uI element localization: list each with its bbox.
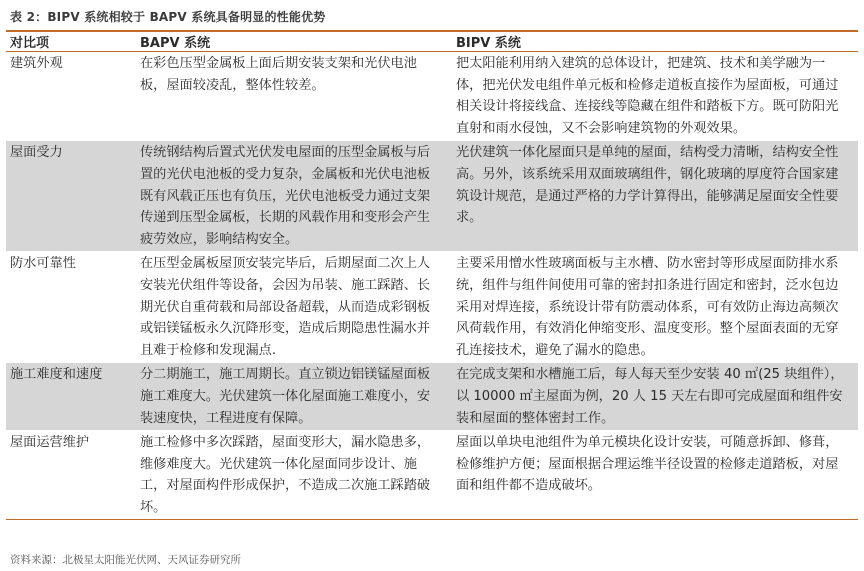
row-item: 建筑外观 [10, 56, 63, 71]
row-bipv: 屋面以单块电池组件为单元模块化设计安装，可随意拆卸、修葺，检修维护方便；屋面根据合理运维半径设置的检修走道踏板，对屋面和组件都不造成破坏。 [456, 435, 839, 494]
header-bipv: BIPV 系统 [456, 36, 521, 51]
row-bapv: 在彩色压型金属板上面后期安装支架和光伏电池板，屋面较凌乱，整体性较差。 [140, 56, 417, 93]
header-bapv: BAPV 系统 [140, 36, 211, 51]
table-row [6, 363, 858, 431]
table-title: 表 2：BIPV 系统相较于 BAPV 系统具备明显的性能优势 [10, 10, 326, 24]
row-bipv: 主要采用憎水性玻璃面板与主水槽、防水密封等形成屋面防排水系统，组件与组件间使用可靠的密封扣条进行固定和密封，泛水包边采用对焊连接，系统设计带有防震动体系，可有效防止海边高频次风荷载作用，有效消化伸缩变形、温度变形。整个屋面表面的无穿孔连接技术，避免了漏水的隐患。 [456, 256, 839, 358]
header-item: 对比项 [10, 36, 50, 51]
row-bipv: 在完成支架和水槽施工后，每人每天至少安装 40 ㎡(25 块组件），以 10000 ㎡主屋面为例，20 人 15 天左右即可完成屋面和组件安装和屋面的整体密封工作。 [456, 367, 844, 426]
row-item: 屋面运营维护 [10, 435, 90, 451]
table-row [6, 52, 858, 141]
row-bapv: 施工检修中多次踩踏，屋面变形大，漏水隐患多，维修难度大。光伏建筑一体化屋面同步设计、施工，对屋面构件形成保护，不造成二次施工踩踏破坏。 [140, 435, 431, 515]
row-item: 防水可靠性 [10, 256, 76, 272]
row-item: 施工难度和速度 [10, 367, 103, 383]
row-bapv: 分二期施工，施工周期长。直立锁边铝镁锰屋面板施工难度大。光伏建筑一体化屋面施工难度小，安装速度快，工程进度有保障。 [140, 367, 431, 426]
row-bipv: 光伏建筑一体化屋面只是单纯的屋面，结构受力清晰，结构安全性高。另外，该系统采用双面玻璃组件，钢化玻璃的厚度符合国家建筑设计规范，是通过严格的力学计算得出，能够满足屋面安全性要求。 [456, 145, 839, 226]
row-bapv: 传统钢结构后置式光伏发电屋面的压型金属板与后置的光伏电池板的受力复杂，金属板和光伏电池板既有风载正压也有负压，光伏电池板受力通过支架传递到压型金属板，长期的风载作用和变形会产生疲劳效应，影响结构安全。 [140, 145, 431, 247]
table-row [6, 141, 858, 252]
table-row [6, 431, 858, 520]
row-bapv: 在压型金属板屋顶安装完毕后，后期屋面二次上人安装光伏组件等设备，会因为吊装、施工踩踏、长期光伏自重荷载和局部设备超载，从而造成彩钢板或铝镁锰板永久沉降形变，造成后期隐患性漏水并且难于检修和发现漏点. [140, 256, 431, 358]
comparison-table [6, 30, 858, 520]
row-item: 屋面受力 [10, 145, 63, 161]
row-bipv: 把太阳能利用纳入建筑的总体设计，把建筑、技术和美学融为一体，把光伏发电组件单元板和检修走道板直接作为屋面板，可通过相关设计将接线盒、连接线等隐藏在组件和踏板下方。既可防阳光直射和雨水侵蚀，又不会影响建筑物的外观效果。 [456, 56, 839, 136]
table-row [6, 252, 858, 363]
source-note: 资料来源：北极星太阳能光伏网、天风证券研究所 [10, 554, 241, 566]
table-header-row [6, 30, 858, 52]
